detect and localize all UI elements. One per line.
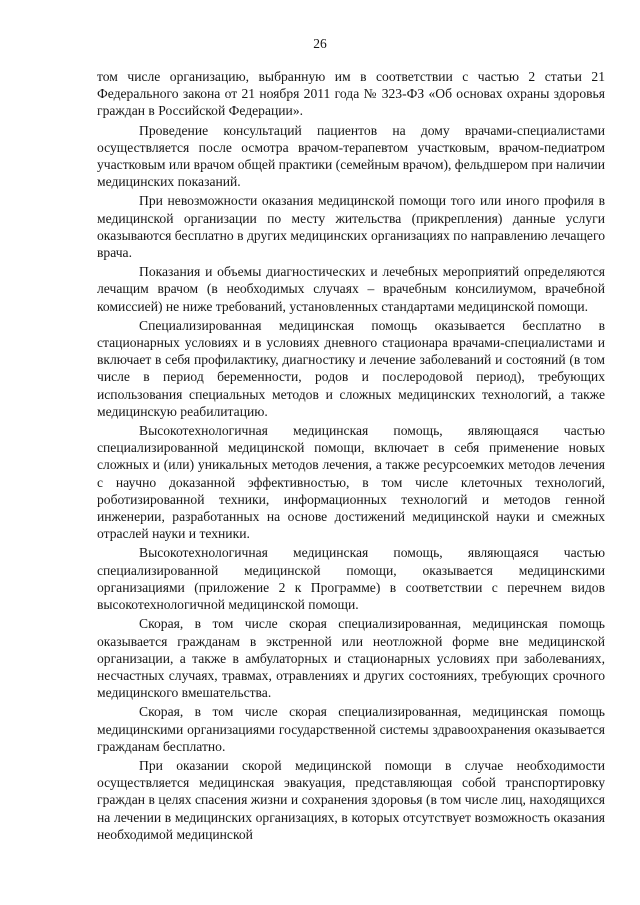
document-body [97,68,605,845]
paragraph-emergency-free: Скорая, в том числе скорая специализированная, медицинская помощь медицинскими организациями государственной системы здравоохранения оказывается гражданам бесплатно. [97,704,605,754]
paragraph-emergency-care: Скорая, в том числе скорая специализированная, медицинская помощь оказывается гражданам в экстренной или неотложной форме вне медицинской организации, а также в амбулаторных и стационарных условиях при заболеваниях, несчастных случаях, травмах, отравлениях и других состояниях, требующих срочного медицинского вмешательства. [97,616,605,701]
paragraph-home-consultations: Проведение консультаций пациентов на дому врачами-специалистами осуществляется после осмотра врачом-терапевтом участковым, врачом-педиатром участковым или врачом общей практики (семейным врачом), фельдшером при наличии медицинских показаний. [97,122,605,190]
paragraph-high-tech-care: Высокотехнологичная медицинская помощь, являющаяся частью специализированной медицинской помощи, включает в себя применение новых сложных и (или) уникальных методов лечения, а также ресурсоемких методов лечения с научно доказанной эффективностью, в том числе клеточных технологий, роботизированной техники, информационных технологий и методов генной инженерии, разработанных на основе достижений медицинской науки и смежных отраслей науки и техники. [97,423,605,542]
paragraph-medical-evacuation: При оказании скорой медицинской помощи в случае необходимости осуществляется медицинская эвакуация, представляющая собой транспортировку граждан в целях спасения жизни и сохранения здоровья (в том числе лиц, находящихся на лечении в медицинских организациях, в которых отсутствует возможность оказания необходимой медицинской [97,757,605,842]
page-number: 26 [313,36,327,51]
paragraph-high-tech-providers: Высокотехнологичная медицинская помощь, являющаяся частью специализированной медицинской помощи, оказывается медицинскими организациями (приложение 2 к Программе) в соответствии с перечнем видов высокотехнологичной медицинской помощи. [97,545,605,613]
paragraph-specialized-care: Специализированная медицинская помощь оказывается бесплатно в стационарных условиях и в условиях дневного стационара врачами-специалистами и включает в себя профилактику, диагностику и лечение заболеваний и состояний (в том числе в период беременности, родов и послеродовой период), требующих использования специальных методов и сложных медицинских технологий, а также медицинскую реабилитацию. [97,317,605,419]
paragraph-indications: Показания и объемы диагностических и лечебных мероприятий определяются лечащим врачом (в необходимых случаях – врачебным консилиумом, врачебной комиссией) не ниже требований, установленных стандартами медицинской помощи. [97,264,605,314]
paragraph-continuation: том числе организацию, выбранную им в соответствии с частью 2 статьи 21 Федерального закона от 21 ноября 2011 года № 323-ФЗ «Об основах охраны здоровья граждан в Российской Федерации». [97,69,605,119]
paragraph-other-organizations: При невозможности оказания медицинской помощи того или иного профиля в медицинской организации по месту жительства (прикрепления) данные услуги оказываются бесплатно в других медицинских организациях по направлению лечащего врача. [97,193,605,261]
